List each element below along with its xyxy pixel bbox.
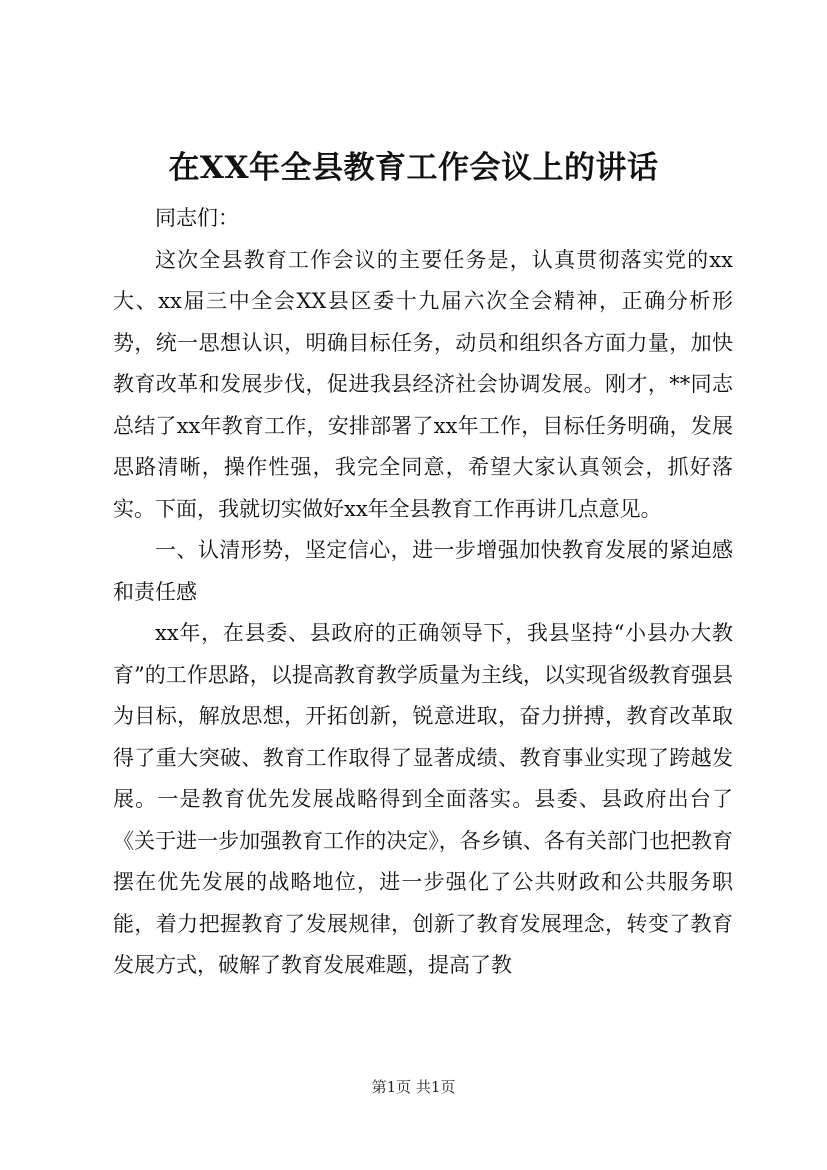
document-title: 在XX年全县教育工作会议上的讲话 (168, 150, 659, 186)
section-heading-paragraph: 一、认清形势，坚定信心，进一步增强加快教育发展的紧迫感和责任感 (113, 538, 733, 604)
body-paragraph: xx年，在县委、县政府的正确领导下，我县坚持“小县办大教育”的工作思路，以提高教育教学质量为主线，以实现省级教育强县为目标，解放思想，开拓创新，锐意进取，奋力拼搏，教育改革取得了重大突破、教育工作取得了显著成绩、教育事业实现了跨越发展。一是教育优先发展战略得到全面落实。县委、县政府出台了《关于进一步加强教育工作的决定》，各乡镇、各有关部门也把教育摆在优先发展的战略地位，进一步强化了公共财政和公共服务职能，着力把握教育了发展规律，创新了教育发展理念，转变了教育发展方式，破解了教育发展难题，提高了教 (113, 621, 733, 977)
salutation-paragraph: 同志们： (155, 206, 239, 230)
document-body (113, 198, 733, 987)
intro-paragraph: 这次全县教育工作会议的主要任务是，认真贯彻落实党的xx大、xx届三中全会XX县区委十九届六次全会精神，正确分析形势，统一思想认识，明确目标任务，动员和组织各方面力量，加快教育改革和发展步伐，促进我县经济社会协调发展。刚才，**同志总结了xx年教育工作，安排部署了xx年工作，目标任务明确，发展思路清晰，操作性强，我完全同意，希望大家认真领会，抓好落实。下面，我就切实做好xx年全县教育工作再讲几点意见。 (113, 247, 733, 521)
page-footer: 第1页 共1页 (371, 1078, 456, 1096)
